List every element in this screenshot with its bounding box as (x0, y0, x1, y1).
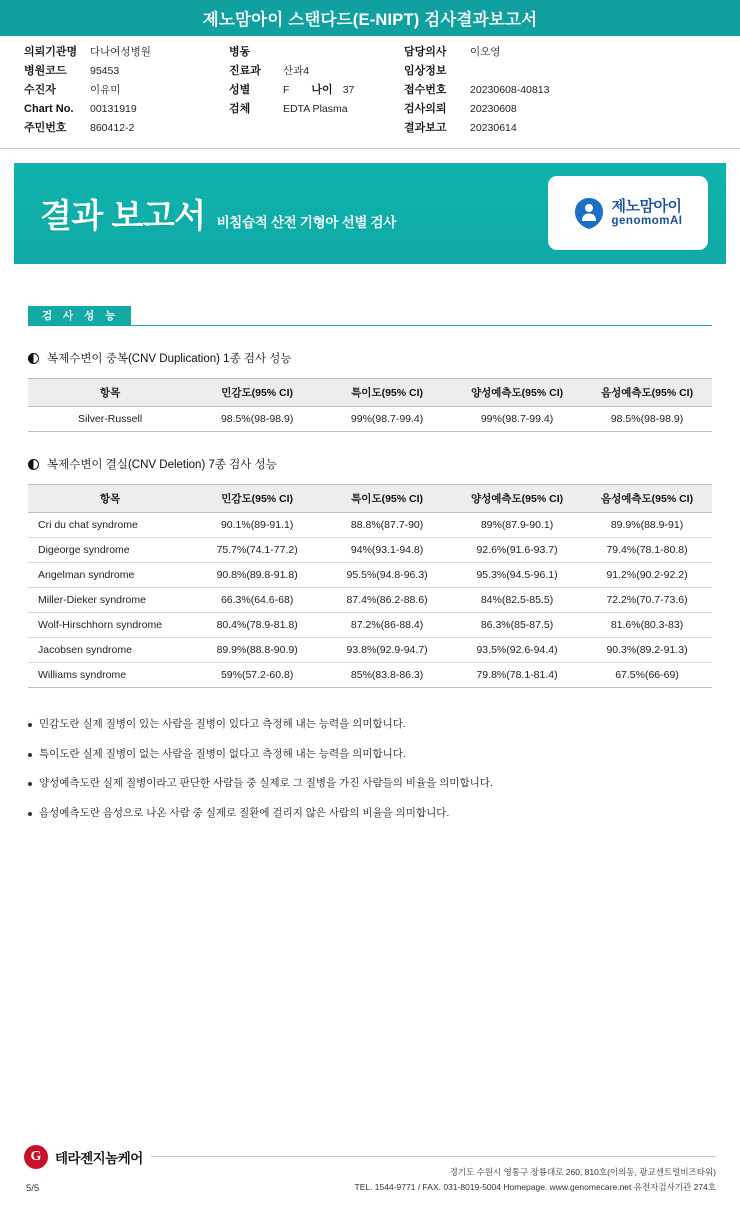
field-patient-name-label: 수진자 (24, 84, 56, 96)
note-item (28, 748, 712, 762)
table-row (28, 663, 712, 688)
patient-info-panel (0, 36, 740, 149)
field-request-date (404, 102, 716, 117)
table-row (28, 407, 712, 432)
cell-ppv: 86.3%(85-87.5) (452, 613, 582, 638)
report-content (0, 306, 740, 821)
brand-logo-en: genomomAI (611, 214, 683, 227)
definition-notes (28, 718, 712, 821)
col-header-ppv: 양성예측도(95% CI) (452, 485, 582, 513)
footer-contact-block (355, 1165, 717, 1194)
banner-text-group (40, 190, 396, 237)
page-title: 제노맘아이 스탠다드(E-NIPT) 검사결과보고서 (202, 11, 538, 29)
report-banner (14, 163, 726, 264)
field-sex-value: F (283, 84, 290, 96)
field-report-date-label: 결과보고 (404, 122, 447, 134)
cell-npv: 79.4%(78.1-80.8) (582, 538, 712, 563)
note-item (28, 807, 712, 821)
table-row (28, 563, 712, 588)
note-item (28, 718, 712, 732)
cell-ppv: 93.5%(92.6-94.4) (452, 638, 582, 663)
cell-npv: 98.5%(98-98.9) (582, 407, 712, 432)
note-text: 양성예측도란 실제 질병이라고 판단한 사람들 중 실제로 그 질병을 가진 사람들의 비율을 의미합니다. (39, 777, 493, 790)
half-circle-bullet-icon (28, 353, 39, 364)
field-department-label: 진료과 (229, 65, 261, 77)
field-age-value: 37 (342, 84, 355, 96)
field-resident-no (24, 121, 229, 136)
subheading-cnv-deletion (28, 456, 712, 472)
col-header-specificity: 특이도(95% CI) (322, 379, 452, 407)
field-hospital-code-label: 병원코드 (24, 65, 67, 77)
col-header-npv: 음성예측도(95% CI) (582, 485, 712, 513)
cell-ppv: 95.3%(94.5-96.1) (452, 563, 582, 588)
field-hospital-code-value: 95453 (90, 65, 120, 77)
note-text: 민감도란 실제 질병이 있는 사람을 질병이 있다고 측정해 내는 능력을 의미합니다. (39, 718, 406, 730)
field-doctor-value: 이오영 (470, 46, 501, 58)
cell-sensitivity: 80.4%(78.9-81.8) (192, 613, 322, 638)
field-chart-no-value: 00131919 (90, 103, 137, 115)
field-patient-name-value: 이유미 (90, 84, 121, 96)
col-header-specificity: 특이도(95% CI) (322, 485, 452, 513)
table-row (28, 538, 712, 563)
field-specimen-label: 검체 (229, 103, 251, 115)
report-footer (0, 1149, 740, 1208)
teragen-logo-icon: G (24, 1145, 48, 1169)
brand-logo-kr: 제노맘아이 (611, 198, 682, 216)
patient-info-column-1 (24, 45, 229, 136)
brand-logo-card (548, 176, 708, 250)
cell-sensitivity: 89.9%(88.8-90.9) (192, 638, 322, 663)
cell-item: Silver-Russell (28, 407, 192, 432)
field-request-date-value: 20230608 (470, 103, 517, 115)
cell-ppv: 99%(98.7-99.4) (452, 407, 582, 432)
page-number: 5/5 (26, 1183, 40, 1194)
cell-specificity: 88.8%(87.7-90) (322, 513, 452, 538)
field-specimen-value: EDTA Plasma (283, 103, 348, 115)
field-doctor (404, 45, 716, 60)
subheading-cnv-duplication-text: 복제수변이 중복(CNV Duplication) 1종 검사 성능 (47, 353, 292, 365)
banner-subtitle: 비침습적 산전 기형아 선별 검사 (216, 215, 396, 230)
field-patient-name (24, 83, 229, 98)
section-header-performance (28, 306, 712, 326)
field-report-date-value: 20230614 (470, 122, 517, 134)
cell-ppv: 92.6%(91.6-93.7) (452, 538, 582, 563)
note-item (28, 777, 712, 791)
col-header-sensitivity: 민감도(95% CI) (192, 485, 322, 513)
cell-specificity: 85%(83.8-86.3) (322, 663, 452, 688)
report-title-bar (0, 0, 740, 36)
col-header-ppv: 양성예측도(95% CI) (452, 379, 582, 407)
cell-item: Digeorge syndrome (28, 538, 192, 563)
cell-npv: 90.3%(89.2-91.3) (582, 638, 712, 663)
table-row (28, 613, 712, 638)
cell-item: Williams syndrome (28, 663, 192, 688)
brand-logo-text (612, 199, 683, 227)
cell-ppv: 79.8%(78.1-81.4) (452, 663, 582, 688)
cell-npv: 91.2%(90.2-92.2) (582, 563, 712, 588)
section-tab-label: 검 사 성 능 (28, 306, 131, 326)
subheading-cnv-deletion-text: 복제수변이 결실(CNV Deletion) 7종 검사 성능 (47, 459, 277, 471)
field-institution-label: 의뢰기관명 (24, 46, 78, 58)
bullet-dot-icon (28, 753, 32, 757)
field-specimen (229, 102, 404, 117)
cell-item: Wolf-Hirschhorn syndrome (28, 613, 192, 638)
table-header-row (28, 485, 712, 513)
cell-specificity: 87.2%(86-88.4) (322, 613, 452, 638)
cell-specificity: 94%(93.1-94.8) (322, 538, 452, 563)
cell-specificity: 95.5%(94.8-96.3) (322, 563, 452, 588)
footer-address: 경기도 수원시 영통구 장룡대로 260, 810호(이의동, 광교센트럴비즈타워) (449, 1167, 716, 1178)
patient-info-column-3 (404, 45, 716, 136)
field-resident-no-label: 주민번호 (24, 122, 67, 134)
subheading-cnv-duplication (28, 350, 712, 366)
cell-sensitivity: 66.3%(64.6-68) (192, 588, 322, 613)
field-accession-no (404, 83, 716, 98)
field-resident-no-value: 860412-2 (90, 122, 135, 134)
footer-brand (24, 1145, 151, 1169)
cell-item: Angelman syndrome (28, 563, 192, 588)
field-clinical-info (404, 64, 716, 79)
field-age-label: 나이 (311, 84, 333, 96)
cell-npv: 72.2%(70.7-73.6) (582, 588, 712, 613)
col-header-sensitivity: 민감도(95% CI) (192, 379, 322, 407)
cell-item: Miller-Dieker syndrome (28, 588, 192, 613)
cell-specificity: 99%(98.7-99.4) (322, 407, 452, 432)
table-row (28, 638, 712, 663)
cnv-duplication-table (28, 378, 712, 432)
cell-ppv: 89%(87.9-90.1) (452, 513, 582, 538)
field-ward-label: 병동 (229, 46, 251, 58)
footer-contact: TEL. 1544-9771 / FAX. 031-8019-5004 Homepage. www.genomecare.net 유전자검사기관 274호 (354, 1181, 716, 1192)
field-institution (24, 45, 229, 60)
cell-npv: 89.9%(88.9-91) (582, 513, 712, 538)
cell-item: Jacobsen syndrome (28, 638, 192, 663)
cell-sensitivity: 90.8%(89.8-91.8) (192, 563, 322, 588)
bullet-dot-icon (28, 723, 32, 727)
col-header-item: 항목 (28, 485, 192, 513)
genomom-logo-icon (574, 196, 604, 230)
patient-info-column-2 (229, 45, 404, 136)
field-department-value: 산과4 (283, 65, 310, 77)
table-row (28, 513, 712, 538)
cell-sensitivity: 90.1%(89-91.1) (192, 513, 322, 538)
col-header-npv: 음성예측도(95% CI) (582, 379, 712, 407)
field-clinical-info-label: 임상정보 (404, 65, 447, 77)
field-report-date (404, 121, 716, 136)
cnv-deletion-table (28, 484, 712, 688)
field-chart-no (24, 102, 229, 117)
field-department (229, 64, 404, 79)
bullet-dot-icon (28, 812, 32, 816)
field-sex-label: 성별 (229, 84, 251, 96)
footer-brand-name: 테라젠지놈케어 (55, 1151, 143, 1167)
field-accession-no-label: 접수번호 (404, 84, 447, 96)
cell-npv: 81.6%(80.3-83) (582, 613, 712, 638)
field-ward (229, 45, 404, 60)
field-request-date-label: 검사의뢰 (404, 103, 447, 115)
note-text: 음성예측도란 음성으로 나온 사람 중 실제로 질환에 걸리지 않은 사람의 비율을 의미합니다. (39, 806, 450, 819)
field-sex-age (229, 83, 404, 98)
cell-sensitivity: 59%(57.2-60.8) (192, 663, 322, 688)
section-divider (131, 307, 712, 326)
half-circle-bullet-icon (28, 459, 39, 470)
cell-npv: 67.5%(66-69) (582, 663, 712, 688)
col-header-item: 항목 (28, 379, 192, 407)
field-doctor-label: 담당의사 (404, 46, 447, 58)
cell-ppv: 84%(82.5-85.5) (452, 588, 582, 613)
cell-specificity: 93.8%(92.9-94.7) (322, 638, 452, 663)
bullet-dot-icon (28, 782, 32, 786)
field-chart-no-label: Chart No. (24, 103, 74, 115)
cell-sensitivity: 75.7%(74.1-77.2) (192, 538, 322, 563)
table-header-row (28, 379, 712, 407)
banner-title: 결과 보고서 (40, 197, 206, 234)
cell-specificity: 87.4%(86.2-88.6) (322, 588, 452, 613)
field-hospital-code (24, 64, 229, 79)
field-accession-no-value: 20230608-40813 (470, 84, 550, 96)
table-row (28, 588, 712, 613)
note-text: 특이도란 실제 질병이 없는 사람을 질병이 없다고 측정해 내는 능력을 의미합니다. (39, 747, 406, 760)
field-institution-value: 다나여성병원 (90, 46, 151, 58)
cell-item: Cri du chat syndrome (28, 513, 192, 538)
cell-sensitivity: 98.5%(98-98.9) (192, 407, 322, 432)
